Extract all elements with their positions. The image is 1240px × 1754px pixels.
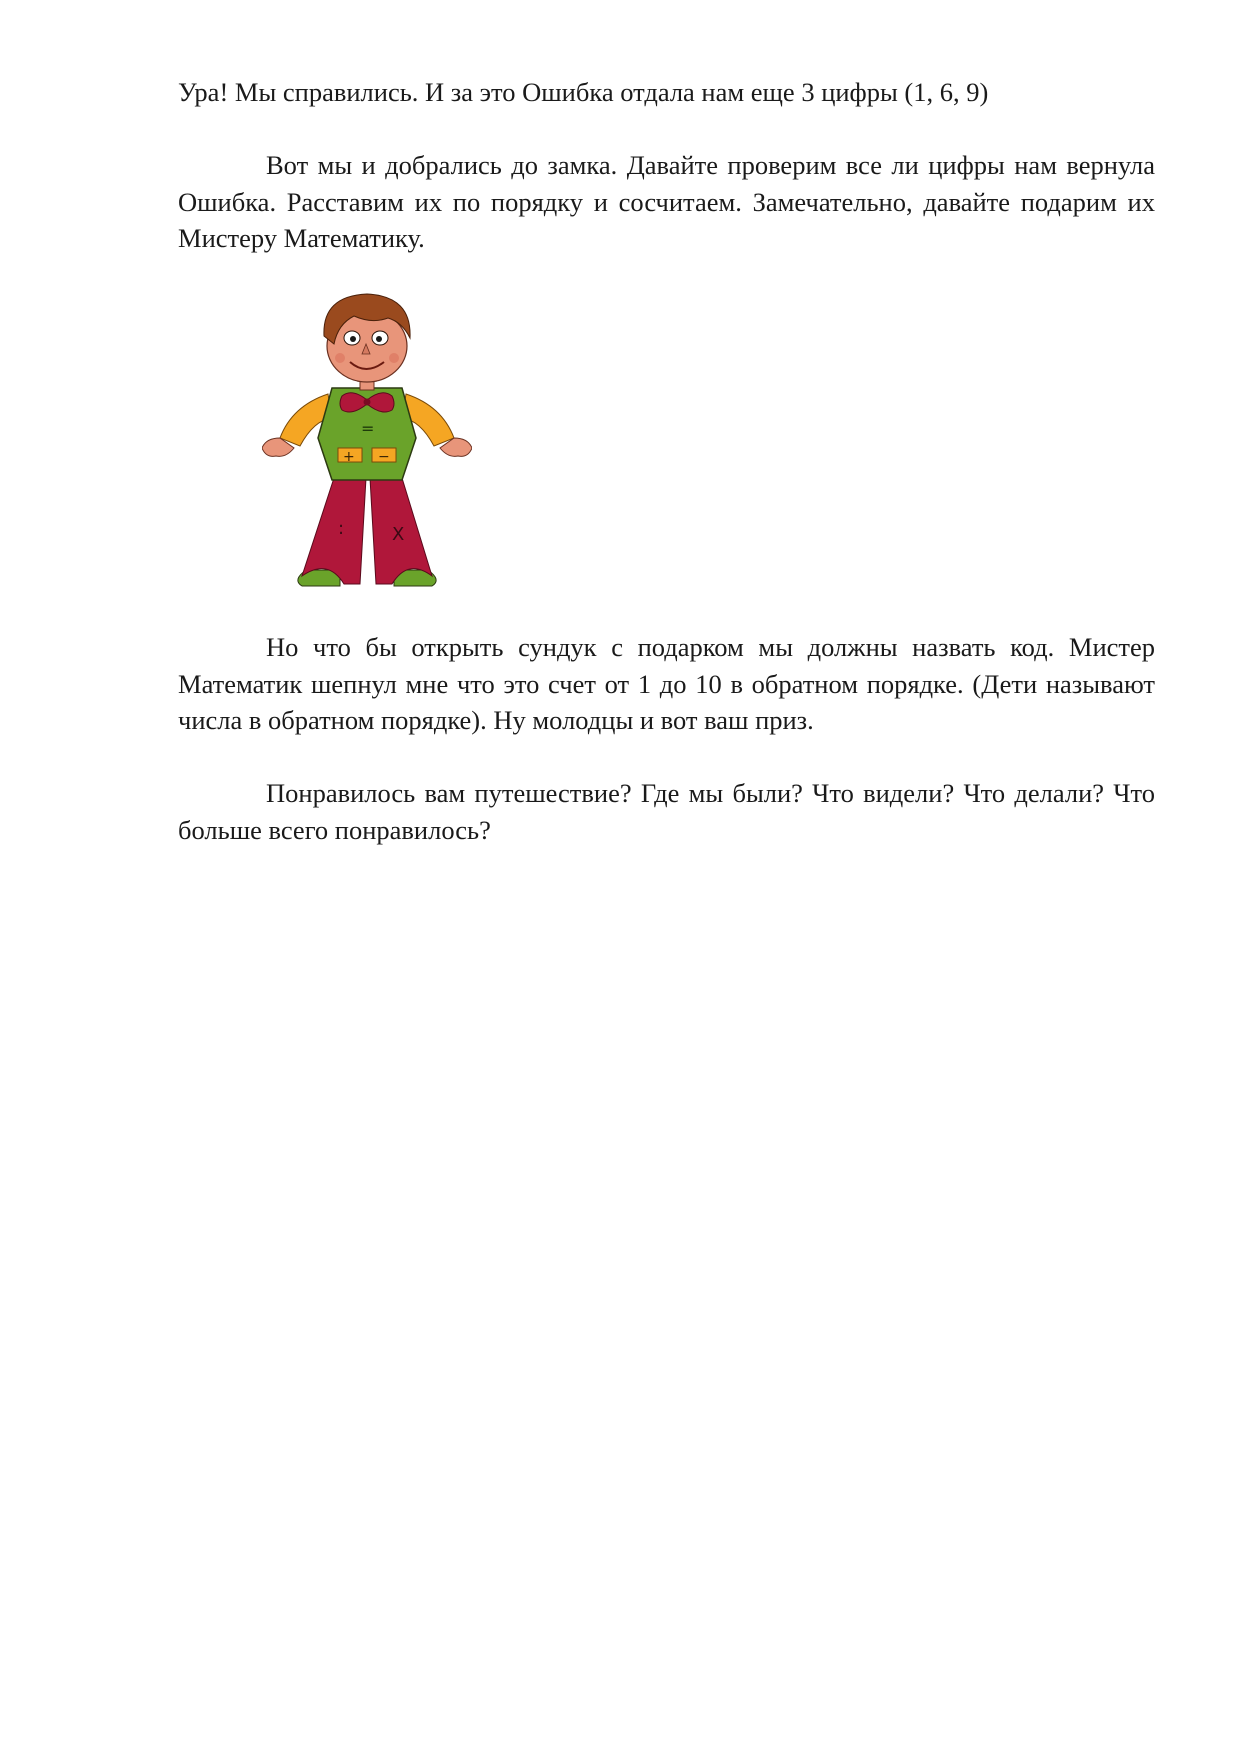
- mister-mathematician-icon: [262, 288, 472, 592]
- paragraph-2: Вот мы и добрались до замка. Давайте проверим все ли цифры нам вернула Ошибка. Расставим их по порядку и сосчитаем. Замечательно, давайте подарим их Мистеру Математику.: [178, 150, 1155, 253]
- chest-symbol: =: [361, 419, 375, 438]
- minus-symbol: −: [378, 449, 390, 465]
- plus-symbol: +: [343, 449, 355, 465]
- right-leg-symbol: X: [392, 524, 405, 545]
- paragraph-3: Но что бы открыть сундук с подарком мы должны назвать код. Мистер Математик шепнул мне что это счет от 1 до 10 в обратном порядке. (Дети называют числа в обратном порядке). Ну молодцы и вот ваш приз.: [178, 632, 1155, 735]
- paragraph-4: Понравилось вам путешествие? Где мы были? Что видели? Что делали? Что больше всего понравилось?: [178, 778, 1155, 845]
- left-leg-symbol: :: [338, 518, 345, 539]
- paragraph-1: Ура! Мы справились. И за это Ошибка отдала нам еще 3 цифры (1, 6, 9): [178, 77, 989, 107]
